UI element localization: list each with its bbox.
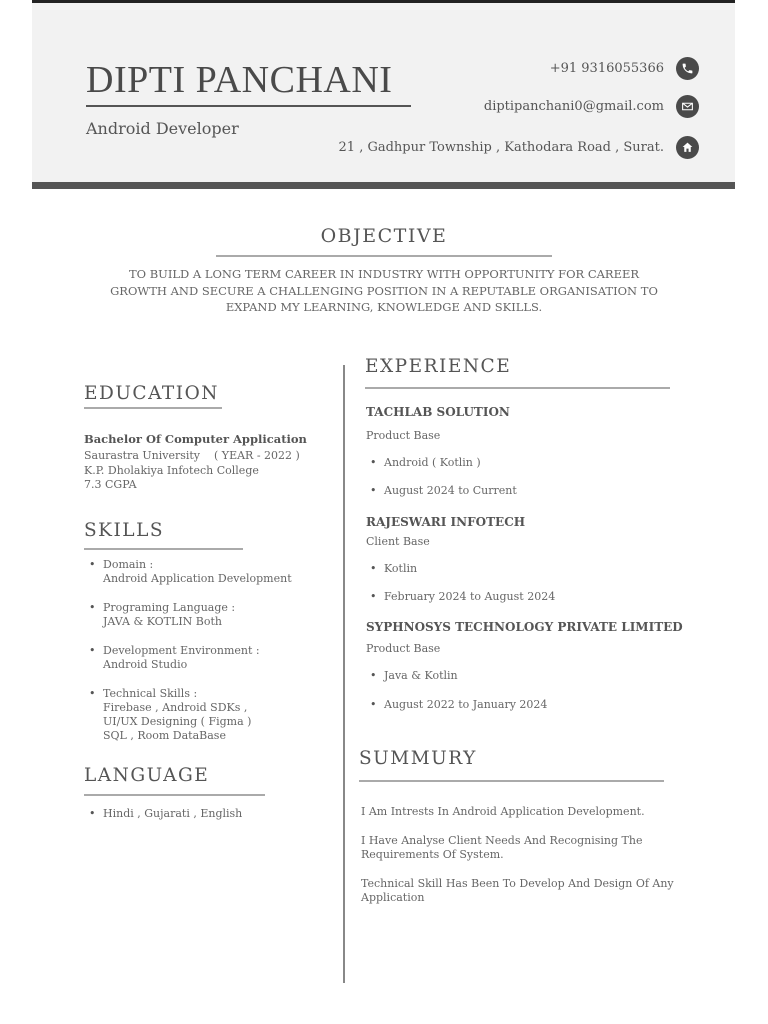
experience-job — [366, 515, 706, 604]
skills-title: SKILLS — [84, 520, 165, 541]
job-details — [366, 562, 706, 604]
skill-value: Firebase , Android SDKs , — [103, 701, 248, 714]
header-divider-bar — [32, 182, 735, 189]
contact-email — [484, 95, 699, 118]
experience-title: EXPERIENCE — [365, 356, 512, 377]
contact-phone — [550, 57, 699, 80]
skills-underline — [84, 548, 243, 550]
job-details — [366, 669, 706, 712]
experience-job — [366, 620, 706, 712]
company-name: SYPHNOSYS TECHNOLOGY PRIVATE LIMITED — [366, 620, 683, 634]
list-item: • February 2024 to August 2024 — [366, 590, 706, 604]
home-icon — [676, 136, 699, 159]
name-underline — [86, 105, 411, 107]
summary-paragraph: I Have Analyse Client Needs And Recognising The Requirements Of System. — [361, 833, 643, 861]
candidate-name: DIPTI PANCHANI — [86, 59, 393, 101]
phone-text: +91 9316055366 — [549, 61, 664, 76]
list-item: • Hindi , Gujarati , English — [85, 807, 335, 821]
language-title: LANGUAGE — [84, 765, 210, 786]
company-name: TACHLAB SOLUTION — [366, 405, 510, 419]
company-type: Product Base — [366, 429, 441, 442]
phone-icon — [676, 57, 699, 80]
summary-underline — [359, 780, 664, 782]
list-item: • August 2024 to Current — [366, 484, 706, 498]
skill-label: • Development Environment : — [103, 644, 260, 657]
company-type: Client Base — [366, 535, 430, 548]
list-item: • Kotlin — [366, 562, 706, 576]
list-item — [85, 644, 335, 672]
list-item: • August 2022 to January 2024 — [366, 698, 706, 712]
email-text: diptipanchani0@gmail.com — [483, 99, 664, 114]
experience-job — [366, 405, 706, 498]
skill-value: Android Application Development — [103, 572, 292, 585]
skill-value: Android Studio — [103, 658, 188, 671]
education-cgpa: 7.3 CGPA — [84, 478, 137, 491]
education-block — [84, 432, 334, 493]
education-college: K.P. Dholakiya Infotech College — [84, 463, 259, 477]
education-title: EDUCATION — [84, 383, 219, 404]
address-text: 21 , Gadhpur Township , Kathodara Road , Surat. — [338, 140, 664, 155]
job-details — [366, 456, 706, 498]
objective-text: TO BUILD A LONG TERM CAREER IN INDUSTRY WITH OPPORTUNITY FOR CAREER GROWTH AND SECURE A CHALLENGING POSITION IN A REPUTABLE ORGANISATION TO EXPAND MY LEARNING, KNOWLEDGE AND SKILLS. — [110, 267, 658, 314]
summary-block — [361, 805, 701, 906]
language-list — [85, 807, 335, 836]
objective-title: OBJECTIVE — [320, 225, 448, 247]
list-item — [85, 558, 335, 586]
contact-address — [339, 136, 699, 159]
skill-label: • Technical Skills : — [103, 687, 198, 700]
skill-label: • Programing Language : — [103, 601, 236, 614]
company-name: RAJESWARI INFOTECH — [366, 515, 526, 529]
list-item — [85, 687, 335, 743]
summary-paragraph: Technical Skill Has Been To Develop And Design Of Any Application — [361, 876, 674, 904]
skills-list — [85, 558, 335, 758]
skill-label: • Domain : — [103, 558, 154, 571]
experience-underline — [365, 387, 670, 389]
objective-underline — [216, 255, 552, 257]
summary-paragraph: I Am Intrests In Android Application Development. — [361, 805, 645, 818]
skill-value: JAVA & KOTLIN Both — [103, 615, 222, 628]
language-underline — [84, 794, 265, 796]
summary-title: SUMMURY — [359, 748, 477, 769]
education-university: Saurastra University ( YEAR - 2022 ) — [84, 449, 300, 462]
job-role: Android Developer — [86, 119, 239, 138]
company-type: Product Base — [366, 642, 441, 655]
list-item — [85, 601, 335, 629]
education-degree: Bachelor Of Computer Application — [84, 432, 307, 446]
education-underline — [84, 407, 222, 409]
skill-value: SQL , Room DataBase — [103, 729, 226, 742]
list-item: • Java & Kotlin — [366, 669, 706, 683]
email-icon — [676, 95, 699, 118]
skill-value: UI/UX Designing ( Figma ) — [103, 715, 252, 728]
list-item: • Android ( Kotlin ) — [366, 456, 706, 470]
column-divider — [343, 365, 345, 983]
